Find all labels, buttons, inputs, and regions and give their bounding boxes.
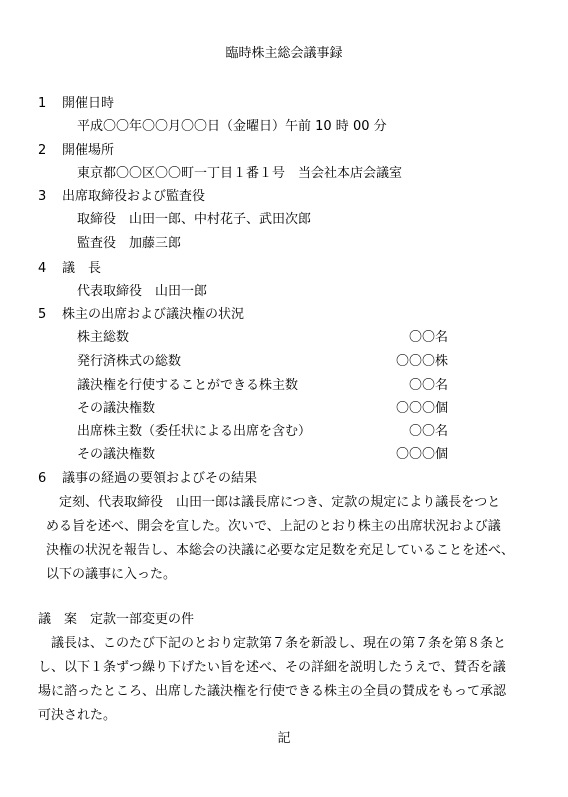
table-row-label: その議決権数: [77, 401, 156, 416]
table-row-label: 発行済株式の総数: [77, 354, 182, 369]
section-1-heading: 開催日時: [62, 96, 115, 111]
meeting-location: 東京都〇〇区〇〇町一丁目１番１号 当会社本店会議室: [77, 166, 403, 181]
document-title: 臨時株主総会議事録: [225, 46, 343, 61]
agenda-line: し、以下１条ずつ繰り下げたい旨を述べ、その詳細を説明したうえで、賛否を議: [38, 660, 506, 675]
table-row-value: 〇〇名: [408, 378, 448, 393]
agenda-line: 議長は、このたび下記のとおり定款第７条を新設し、現在の第７条を第８条と: [38, 636, 507, 651]
proceedings-line: める旨を述べ、開会を宣した。次いで、上記のとおり株主の出席状況および議: [46, 519, 501, 534]
table-row-value: 〇〇〇株: [395, 354, 448, 369]
table-row-label: 議決権を行使することができる株主数: [77, 378, 299, 393]
table-row-label: その議決権数: [77, 447, 156, 462]
directors-line: 取締役 山田一郎、中村花子、武田次郎: [77, 212, 312, 227]
section-1-number: 1: [38, 96, 47, 111]
section-6-heading: 議事の経過の要領およびその結果: [62, 471, 258, 486]
table-row-value: 〇〇名: [408, 424, 448, 439]
section-4-number: 4: [38, 261, 47, 276]
auditor-line: 監査役 加藤三郎: [77, 236, 182, 251]
agenda-line: 場に諮ったところ、出席した議決権を行使できる株主の全員の賛成をもって承認: [38, 684, 507, 699]
section-4-heading: 議 長: [62, 261, 102, 276]
section-3-number: 3: [38, 189, 47, 204]
section-6-number: 6: [38, 471, 47, 486]
section-5-number: 5: [38, 307, 47, 322]
meeting-datetime: 平成〇〇年〇〇月〇〇日（金曜日）午前 10 時 00 分: [77, 119, 387, 134]
chairperson-line: 代表取締役 山田一郎: [77, 284, 208, 299]
proceedings-line: 以下の議事に入った。: [46, 567, 177, 582]
table-row-value: 〇〇〇個: [395, 401, 448, 416]
agenda-heading: 議 案 定款一部変更の件: [38, 612, 195, 627]
section-2-heading: 開催場所: [62, 143, 115, 158]
proceedings-line: 決権の状況を報告し、本総会の決議に必要な定足数を充足していることを述べ、: [46, 543, 515, 558]
proceedings-line: 定刻、代表取締役 山田一郎は議長席につき、定款の規定により議長をつと: [46, 495, 501, 510]
agenda-line: 可決された。: [38, 708, 117, 723]
table-row-value: 〇〇名: [408, 330, 448, 345]
footer-mark: 記: [277, 731, 291, 746]
section-3-heading: 出席取締役および監査役: [62, 189, 206, 204]
table-row-label: 出席株主数（委任状による出席を含む）: [77, 424, 312, 439]
section-2-number: 2: [38, 143, 47, 158]
table-row-label: 株主総数: [77, 330, 130, 345]
section-5-heading: 株主の出席および議決権の状況: [62, 307, 245, 322]
table-row-value: 〇〇〇個: [395, 447, 448, 462]
